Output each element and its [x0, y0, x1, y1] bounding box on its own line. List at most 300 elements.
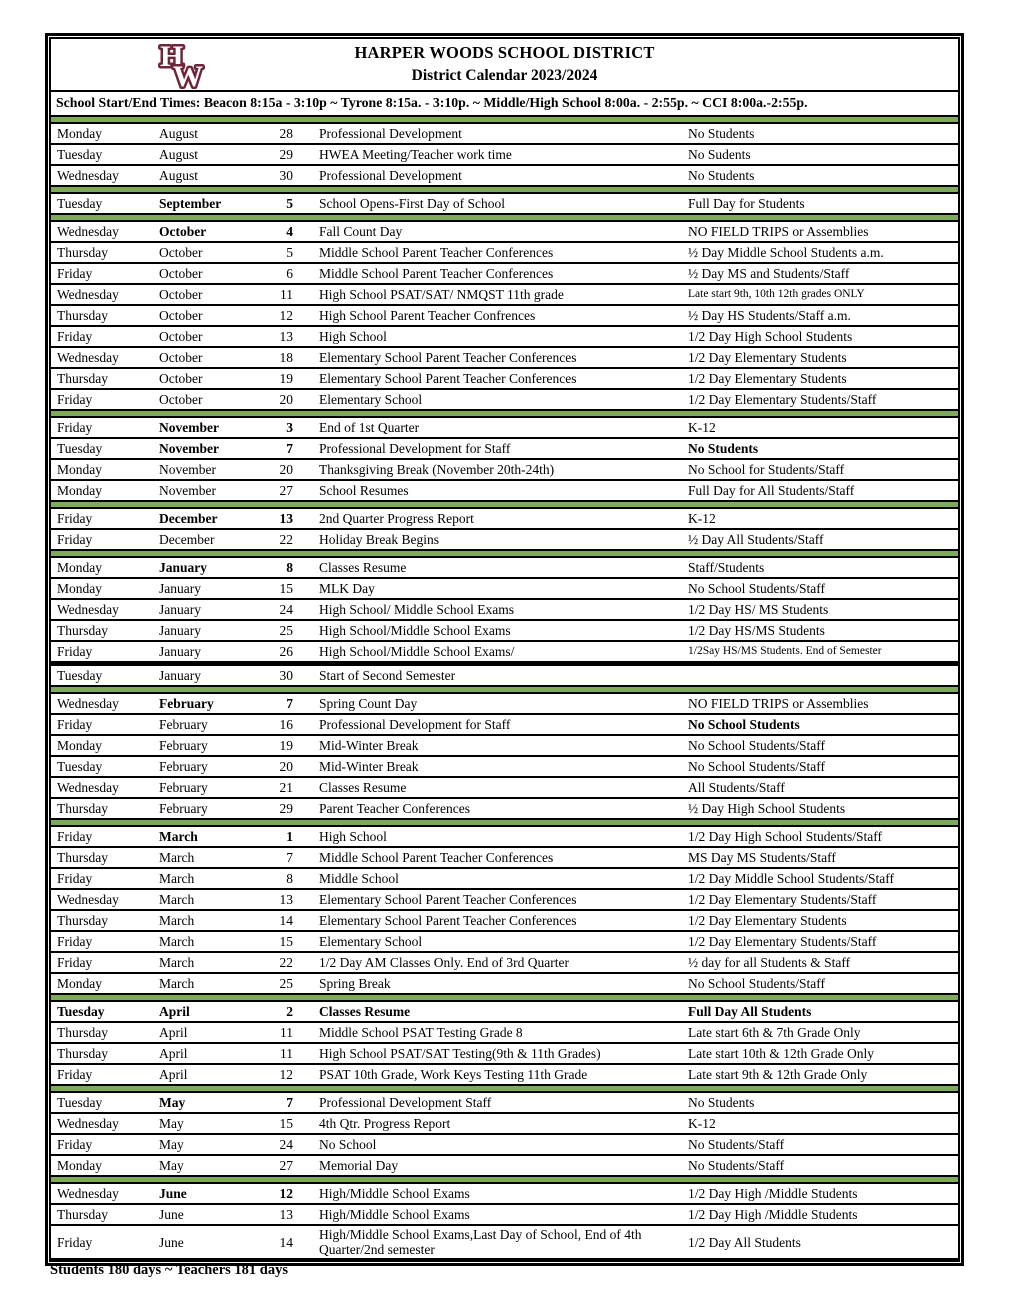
row-day: Friday [57, 328, 93, 344]
row-date: 24 [279, 601, 293, 617]
calendar-row [51, 1065, 958, 1086]
row-date: 7 [286, 695, 293, 711]
row-month: November [159, 440, 219, 456]
row-date: 30 [279, 667, 293, 683]
school-start-end-times: School Start/End Times: Beacon 8:15a - 3:10p ~ Tyrone 8:15a. - 3:10p. ~ Middle/High School 8:00a. - 2:55p. ~ CCI 8:00a.-2:55p. [51, 92, 958, 117]
row-note: No School Students/Staff [688, 975, 826, 991]
row-date: 15 [279, 933, 293, 949]
row-note: ½ Day All Students/Staff [688, 531, 824, 547]
row-date: 13 [279, 1206, 293, 1222]
row-date: 26 [279, 643, 293, 659]
row-note: 1/2 Day Elementary Students/Staff [688, 933, 877, 949]
row-event: 4th Qtr. Progress Report [319, 1115, 451, 1131]
row-day: Wednesday [57, 286, 119, 302]
calendar-row [51, 1044, 958, 1065]
row-note: Late start 9th & 12th Grade Only [688, 1066, 868, 1082]
row-date: 11 [280, 286, 293, 302]
row-note: ½ Day HS Students/Staff a.m. [688, 307, 851, 323]
row-month: March [159, 933, 195, 949]
row-event: Elementary School [319, 391, 423, 407]
row-event: Fall Count Day [319, 223, 403, 239]
district-title: HARPER WOODS SCHOOL DISTRICT [354, 43, 655, 62]
row-month: October [159, 244, 203, 260]
row-event: HWEA Meeting/Teacher work time [319, 146, 512, 162]
row-date: 30 [279, 167, 293, 183]
row-note: ½ Day Middle School Students a.m. [688, 244, 884, 260]
row-note: 1/2 Day Middle School Students/Staff [688, 870, 894, 886]
row-month: November [159, 482, 216, 498]
row-day: Tuesday [57, 1003, 105, 1019]
row-note: No Students [688, 125, 755, 141]
month-separator-bar [51, 187, 958, 194]
row-date: 12 [279, 1066, 293, 1082]
row-date: 20 [279, 391, 293, 407]
row-month: June [159, 1206, 184, 1222]
row-note: K-12 [688, 1115, 716, 1131]
row-day: Thursday [57, 244, 108, 260]
row-day: Friday [57, 954, 93, 970]
calendar-row [51, 1023, 958, 1044]
school-logo-hw-icon [156, 39, 210, 91]
row-event: High School/ Middle School Exams [319, 601, 514, 617]
row-day: Wednesday [57, 1115, 119, 1131]
row-note: ½ day for all Students & Staff [688, 954, 851, 970]
month-separator-bar [51, 411, 958, 418]
row-date: 15 [279, 580, 293, 596]
calendar-row [51, 285, 958, 306]
row-note: No Sudents [688, 146, 751, 162]
row-month: May [159, 1094, 186, 1110]
row-month: April [159, 1003, 190, 1019]
month-separator-bar [51, 1177, 958, 1184]
row-date: 27 [279, 482, 293, 498]
row-day: Wednesday [57, 779, 119, 795]
row-day: Tuesday [57, 758, 103, 774]
row-note: 1/2 Day Elementary Students [688, 370, 847, 386]
row-month: October [159, 286, 203, 302]
row-day: Friday [57, 933, 93, 949]
calendar-row [51, 530, 958, 551]
calendar-row [51, 439, 958, 460]
row-month: October [159, 349, 203, 365]
calendar-table-inner [49, 37, 960, 1262]
row-date: 18 [279, 349, 293, 365]
row-event: Spring Count Day [319, 695, 418, 711]
row-date: 13 [279, 510, 293, 526]
calendar-row [51, 974, 958, 995]
calendar-row [51, 481, 958, 502]
row-month: January [159, 643, 201, 659]
row-note: 1/2 Day HS/ MS Students [688, 601, 829, 617]
row-day: Thursday [57, 370, 108, 386]
calendar-row [51, 418, 958, 439]
row-event: Mid-Winter Break [319, 758, 419, 774]
calendar-row [51, 911, 958, 932]
row-date: 27 [279, 1157, 293, 1173]
calendar-year-subtitle: District Calendar 2023/2024 [411, 67, 598, 84]
row-month: October [159, 328, 203, 344]
row-date: 19 [279, 737, 293, 753]
row-date: 7 [286, 849, 293, 865]
row-note: No Students [688, 167, 755, 183]
row-day: Monday [57, 559, 102, 575]
row-event: Middle School PSAT Testing Grade 8 [319, 1024, 523, 1040]
row-date: 8 [286, 870, 293, 886]
row-date: 7 [286, 440, 293, 456]
calendar-row [51, 306, 958, 327]
row-month: October [159, 265, 203, 281]
month-separator-bar [51, 117, 958, 124]
row-day: Wednesday [57, 167, 119, 183]
row-day: Thursday [57, 1024, 108, 1040]
calendar-row [51, 124, 958, 145]
month-separator-bar [51, 551, 958, 558]
row-date: 22 [279, 531, 293, 547]
row-month: February [159, 800, 208, 816]
row-month: April [159, 1066, 188, 1082]
row-date: 11 [280, 1024, 293, 1040]
row-day: Friday [57, 870, 93, 886]
row-note: Late start 6th & 7th Grade Only [688, 1024, 861, 1040]
row-event: High/Middle School Exams [319, 1185, 470, 1201]
row-event: Elementary School Parent Teacher Conferences [319, 912, 577, 928]
row-day: Monday [57, 580, 102, 596]
row-month: January [159, 622, 201, 638]
row-month: March [159, 849, 195, 865]
calendar-row [51, 890, 958, 911]
row-note: 1/2 Day High School Students/Staff [688, 828, 882, 844]
row-event: Elementary School [319, 933, 423, 949]
row-day: Monday [57, 1157, 102, 1173]
row-note: All Students/Staff [688, 779, 785, 795]
row-note: No Students [688, 440, 759, 456]
calendar-row [51, 460, 958, 481]
row-month: March [159, 954, 195, 970]
row-event: High School Parent Teacher Confrences [319, 307, 536, 323]
row-note: K-12 [688, 510, 716, 526]
row-event: Classes Resume [319, 1003, 411, 1019]
row-event: High School/Middle School Exams/ [319, 643, 515, 659]
calendar-row [51, 348, 958, 369]
calendar-row [51, 736, 958, 757]
row-month: May [159, 1115, 184, 1131]
calendar-row [51, 757, 958, 778]
row-month: February [159, 716, 208, 732]
calendar-row [51, 264, 958, 285]
row-note: NO FIELD TRIPS or Assemblies [688, 695, 869, 711]
calendar-row [51, 621, 958, 642]
row-date: 14 [279, 1234, 293, 1250]
calendar-row [51, 222, 958, 243]
row-note: Full Day All Students [688, 1003, 812, 1019]
row-event: Professional Development for Staff [319, 716, 511, 732]
row-day: Tuesday [57, 146, 103, 162]
row-note: 1/2 Day Elementary Students [688, 349, 847, 365]
row-day: Thursday [57, 622, 108, 638]
row-date: 25 [279, 975, 293, 991]
row-date: 19 [279, 370, 293, 386]
row-event: Holiday Break Begins [319, 531, 439, 547]
row-event: High School/Middle School Exams [319, 622, 511, 638]
row-event: No School [319, 1136, 377, 1152]
row-event: Elementary School Parent Teacher Conferences [319, 370, 577, 386]
row-day: Friday [57, 828, 93, 844]
row-note: 1/2 Day All Students [688, 1234, 801, 1250]
row-day: Monday [57, 482, 102, 498]
row-day: Wednesday [57, 223, 119, 239]
row-month: October [159, 370, 203, 386]
row-date: 7 [286, 1094, 293, 1110]
row-event: Elementary School Parent Teacher Conferences [319, 349, 577, 365]
row-note: Late start 10th & 12th Grade Only [688, 1045, 874, 1061]
row-month: October [159, 307, 203, 323]
row-note: ½ Day High School Students [688, 800, 846, 816]
calendar-row [51, 1114, 958, 1135]
row-date: 14 [279, 912, 293, 928]
calendar-row [51, 666, 958, 687]
row-day: Friday [57, 510, 93, 526]
row-day: Thursday [57, 800, 108, 816]
row-date: 12 [279, 1185, 293, 1201]
row-month: May [159, 1136, 184, 1152]
row-month: August [159, 167, 199, 183]
row-event: School Opens-First Day of School [319, 195, 505, 211]
row-event: High School PSAT/SAT/ NMQST 11th grade [319, 286, 564, 302]
row-event: MLK Day [319, 580, 375, 596]
row-day: Friday [57, 531, 93, 547]
row-note: Late start 9th, 10th 12th grades ONLY [688, 288, 865, 301]
calendar-row [51, 715, 958, 736]
month-separator-bar [51, 215, 958, 222]
calendar-row [51, 243, 958, 264]
row-note: 1/2 Day High /Middle Students [688, 1185, 858, 1201]
calendar-row [51, 579, 958, 600]
calendar-row [51, 1184, 958, 1205]
row-day: Thursday [57, 849, 108, 865]
row-note: 1/2 Day Elementary Students/Staff [688, 891, 877, 907]
calendar-rows [51, 117, 958, 1260]
calendar-row [51, 694, 958, 715]
row-event: High School [319, 328, 387, 344]
calendar-row [51, 194, 958, 215]
row-event: Professional Development [319, 125, 462, 141]
row-date: 11 [280, 1045, 293, 1061]
row-note: No School Students [688, 716, 800, 732]
row-date: 22 [279, 954, 293, 970]
row-month: February [159, 758, 208, 774]
row-note: No School Students/Staff [688, 580, 826, 596]
row-event: Professional Development for Staff [319, 440, 511, 456]
row-event: Professional Development [319, 167, 462, 183]
row-event: PSAT 10th Grade, Work Keys Testing 11th Grade [319, 1066, 588, 1082]
row-note: No Students [688, 1094, 755, 1110]
row-event: Start of Second Semester [319, 667, 456, 683]
row-note: K-12 [688, 419, 716, 435]
row-event: Middle School [319, 870, 399, 886]
row-event: Professional Development Staff [319, 1094, 492, 1110]
month-separator-bar [51, 820, 958, 827]
month-separator-bar [51, 502, 958, 509]
row-day: Friday [57, 1066, 93, 1082]
row-day: Friday [57, 716, 93, 732]
row-date: 5 [286, 195, 293, 211]
row-note: 1/2 Day High School Students [688, 328, 853, 344]
row-date: 28 [279, 125, 293, 141]
row-date: 4 [286, 223, 293, 239]
row-event: Classes Resume [319, 559, 407, 575]
calendar-row [51, 642, 958, 666]
row-note: No School Students/Staff [688, 758, 826, 774]
row-note: ½ Day MS and Students/Staff [688, 265, 850, 281]
row-event: Thanksgiving Break (November 20th-24th) [319, 461, 555, 477]
row-event: Parent Teacher Conferences [319, 800, 470, 816]
row-day: Wednesday [57, 1185, 119, 1201]
row-month: August [159, 146, 199, 162]
row-note: No Students/Staff [688, 1136, 785, 1152]
row-month: January [159, 667, 201, 683]
calendar-row [51, 778, 958, 799]
row-day: Friday [57, 1136, 93, 1152]
calendar-row [51, 932, 958, 953]
row-month: June [159, 1234, 184, 1250]
row-day: Thursday [57, 912, 108, 928]
row-event: Middle School Parent Teacher Conferences [319, 265, 554, 281]
svg-text:W: W [173, 60, 203, 91]
calendar-row [51, 869, 958, 890]
row-day: Wednesday [57, 695, 119, 711]
row-month: April [159, 1024, 188, 1040]
row-date: 6 [286, 265, 293, 281]
row-month: August [159, 125, 199, 141]
row-day: Monday [57, 737, 102, 753]
calendar-row [51, 327, 958, 348]
row-event: High/Middle School Exams [319, 1206, 470, 1222]
calendar-row [51, 1156, 958, 1177]
calendar-row [51, 558, 958, 579]
row-date: 29 [279, 800, 293, 816]
row-day: Monday [57, 125, 102, 141]
row-date: 25 [279, 622, 293, 638]
row-event: Mid-Winter Break [319, 737, 419, 753]
row-date: 20 [279, 758, 293, 774]
row-event: High/Middle School Exams,Last Day of School, End of 4th Quarter/2nd semester [319, 1227, 642, 1258]
row-day: Friday [57, 265, 93, 281]
calendar-row [51, 1135, 958, 1156]
row-day: Friday [57, 391, 93, 407]
month-separator-bar [51, 995, 958, 1002]
row-event: Classes Resume [319, 779, 407, 795]
row-day: Friday [57, 419, 93, 435]
row-event: Memorial Day [319, 1157, 399, 1173]
row-day: Friday [57, 643, 93, 659]
row-day: Tuesday [57, 1094, 103, 1110]
row-note: No School for Students/Staff [688, 461, 845, 477]
row-month: October [159, 391, 203, 407]
month-separator-bar [51, 1086, 958, 1093]
row-note: 1/2 Day HS/MS Students [688, 622, 825, 638]
row-month: January [159, 601, 201, 617]
row-note: No School Students/Staff [688, 737, 826, 753]
month-separator-bar [51, 687, 958, 694]
row-day: Wednesday [57, 891, 119, 907]
row-event: Elementary School Parent Teacher Conferences [319, 891, 577, 907]
calendar-row [51, 848, 958, 869]
row-month: March [159, 870, 195, 886]
table-header [51, 39, 958, 92]
row-event: High School [319, 828, 387, 844]
row-month: March [159, 828, 198, 844]
row-month: March [159, 912, 195, 928]
row-note [686, 675, 958, 677]
row-event: Middle School Parent Teacher Conferences [319, 849, 554, 865]
row-date: 21 [279, 779, 293, 795]
row-date: 15 [279, 1115, 293, 1131]
row-date: 16 [279, 716, 293, 732]
row-day: Thursday [57, 1045, 108, 1061]
row-month: February [159, 695, 214, 711]
row-month: January [159, 559, 208, 575]
row-day: Friday [57, 1234, 93, 1250]
row-month: February [159, 779, 208, 795]
calendar-row [51, 1205, 958, 1226]
row-event: 1/2 Day AM Classes Only. End of 3rd Quarter [319, 954, 569, 970]
row-note: Staff/Students [688, 559, 765, 575]
row-day: Thursday [57, 1206, 108, 1222]
row-event: Spring Break [319, 975, 391, 991]
row-day: Thursday [57, 307, 108, 323]
row-month: November [159, 461, 216, 477]
row-event: Middle School Parent Teacher Conferences [319, 244, 554, 260]
row-note: MS Day MS Students/Staff [688, 849, 836, 865]
days-summary: Students 180 days ~ Teachers 181 days [50, 1262, 288, 1278]
row-day: Tuesday [57, 667, 103, 683]
row-note: 1/2 Day High /Middle Students [688, 1206, 858, 1222]
calendar-row [51, 1002, 958, 1023]
row-month: March [159, 891, 195, 907]
row-event: 2nd Quarter Progress Report [319, 510, 474, 526]
calendar-row [51, 166, 958, 187]
row-month: May [159, 1157, 184, 1173]
calendar-row [51, 390, 958, 411]
calendar-row [51, 369, 958, 390]
calendar-row [51, 953, 958, 974]
row-date: 8 [286, 559, 293, 575]
row-date: 29 [279, 146, 293, 162]
row-event: End of 1st Quarter [319, 419, 420, 435]
row-note: 1/2 Day Elementary Students [688, 912, 847, 928]
row-month: January [159, 580, 201, 596]
row-day: Wednesday [57, 349, 119, 365]
row-date: 13 [279, 328, 293, 344]
row-month: October [159, 223, 207, 239]
calendar-table [45, 33, 964, 1266]
row-month: September [159, 195, 222, 211]
row-note: 1/2Say HS/MS Students. End of Semester [688, 645, 882, 658]
row-note: Full Day for All Students/Staff [688, 482, 855, 498]
calendar-row [51, 1226, 958, 1260]
row-note: Full Day for Students [688, 195, 805, 211]
calendar-row [51, 1093, 958, 1114]
calendar-row [51, 827, 958, 848]
calendar-row [51, 600, 958, 621]
row-month: November [159, 419, 219, 435]
row-day: Monday [57, 461, 102, 477]
row-date: 2 [286, 1003, 293, 1019]
row-event: High School PSAT/SAT Testing(9th & 11th Grades) [319, 1045, 601, 1061]
row-note: No Students/Staff [688, 1157, 785, 1173]
row-day: Monday [57, 975, 102, 991]
row-note: 1/2 Day Elementary Students/Staff [688, 391, 877, 407]
